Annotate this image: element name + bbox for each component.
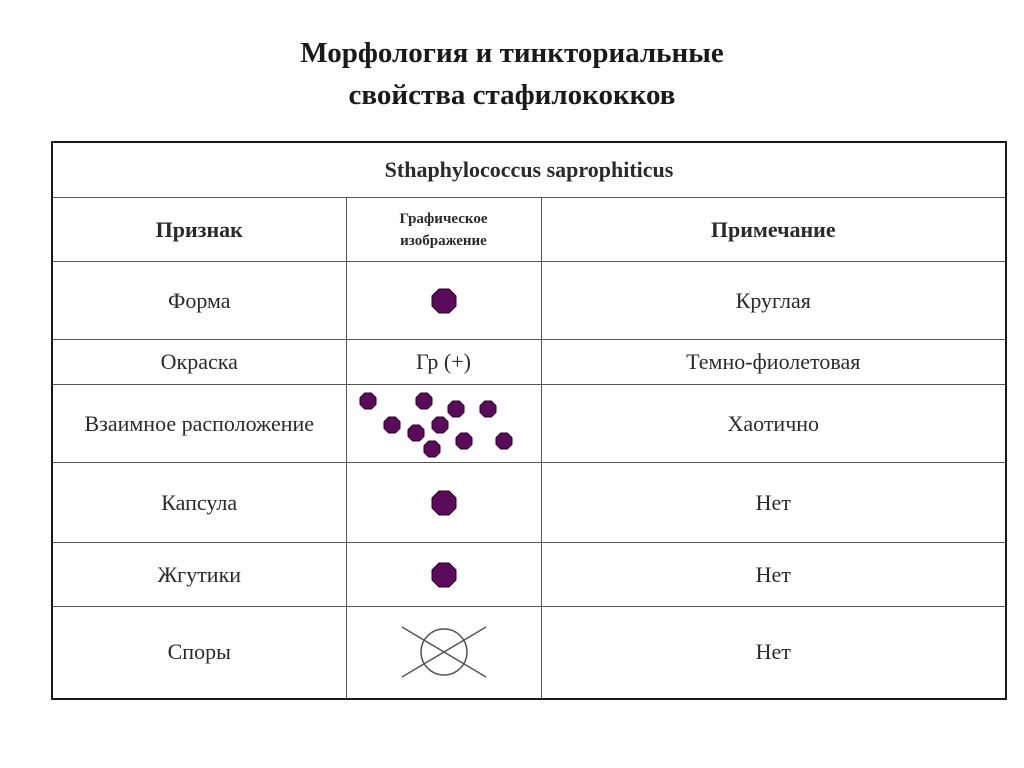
header-feature: Признак bbox=[52, 198, 346, 262]
coccus-cell bbox=[456, 433, 472, 449]
title-line-2: свойства стафилококков bbox=[348, 79, 676, 111]
graphic-cell bbox=[346, 543, 541, 607]
coccus-cell bbox=[408, 425, 424, 441]
graphic-cell bbox=[346, 607, 541, 699]
feature-cell: Капсула bbox=[52, 463, 346, 543]
coccus-cell bbox=[480, 401, 496, 417]
feature-cell: Споры bbox=[52, 607, 346, 699]
graphic-cell bbox=[346, 385, 541, 463]
coccus-cell bbox=[416, 393, 432, 409]
gram-stain-cell: Гр (+) bbox=[346, 340, 541, 385]
single-coccus-icon bbox=[429, 286, 459, 316]
cocci-cluster-icon bbox=[354, 386, 534, 462]
graphic-cell bbox=[346, 262, 541, 340]
header-row bbox=[52, 198, 1006, 262]
note-cell: Нет bbox=[541, 543, 1006, 607]
table-row bbox=[52, 607, 1006, 699]
crossed-circle-icon bbox=[396, 621, 492, 683]
coccus-cell bbox=[424, 441, 440, 457]
header-graphic bbox=[346, 198, 541, 262]
note-cell: Нет bbox=[541, 463, 1006, 543]
note-cell: Круглая bbox=[541, 262, 1006, 340]
table-row bbox=[52, 262, 1006, 340]
page-title bbox=[0, 32, 1024, 116]
header-note: Примечание bbox=[541, 198, 1006, 262]
feature-cell: Жгутики bbox=[52, 543, 346, 607]
note-cell: Хаотично bbox=[541, 385, 1006, 463]
coccus-cell bbox=[360, 393, 376, 409]
title-line-1: Морфология и тинкториальные bbox=[300, 37, 724, 69]
species-name: Sthaphylococcus saprophiticus bbox=[52, 142, 1006, 198]
table-row bbox=[52, 463, 1006, 543]
table-row bbox=[52, 340, 1006, 385]
coccus-cell bbox=[432, 417, 448, 433]
single-coccus-icon bbox=[429, 488, 459, 518]
header-graphic-line-2: изображение bbox=[400, 232, 487, 249]
single-coccus-icon bbox=[429, 560, 459, 590]
header-graphic-line-1: Графическое bbox=[399, 210, 488, 227]
coccus-cell bbox=[448, 401, 464, 417]
feature-cell: Форма bbox=[52, 262, 346, 340]
note-cell: Темно-фиолетовая bbox=[541, 340, 1006, 385]
morphology-table bbox=[51, 141, 1007, 700]
feature-cell: Взаимное расположение bbox=[52, 385, 346, 463]
feature-cell: Окраска bbox=[52, 340, 346, 385]
species-row bbox=[52, 142, 1006, 198]
coccus-cell bbox=[384, 417, 400, 433]
table-row bbox=[52, 543, 1006, 607]
graphic-cell bbox=[346, 463, 541, 543]
table-row bbox=[52, 385, 1006, 463]
coccus-cell bbox=[496, 433, 512, 449]
note-cell: Нет bbox=[541, 607, 1006, 699]
